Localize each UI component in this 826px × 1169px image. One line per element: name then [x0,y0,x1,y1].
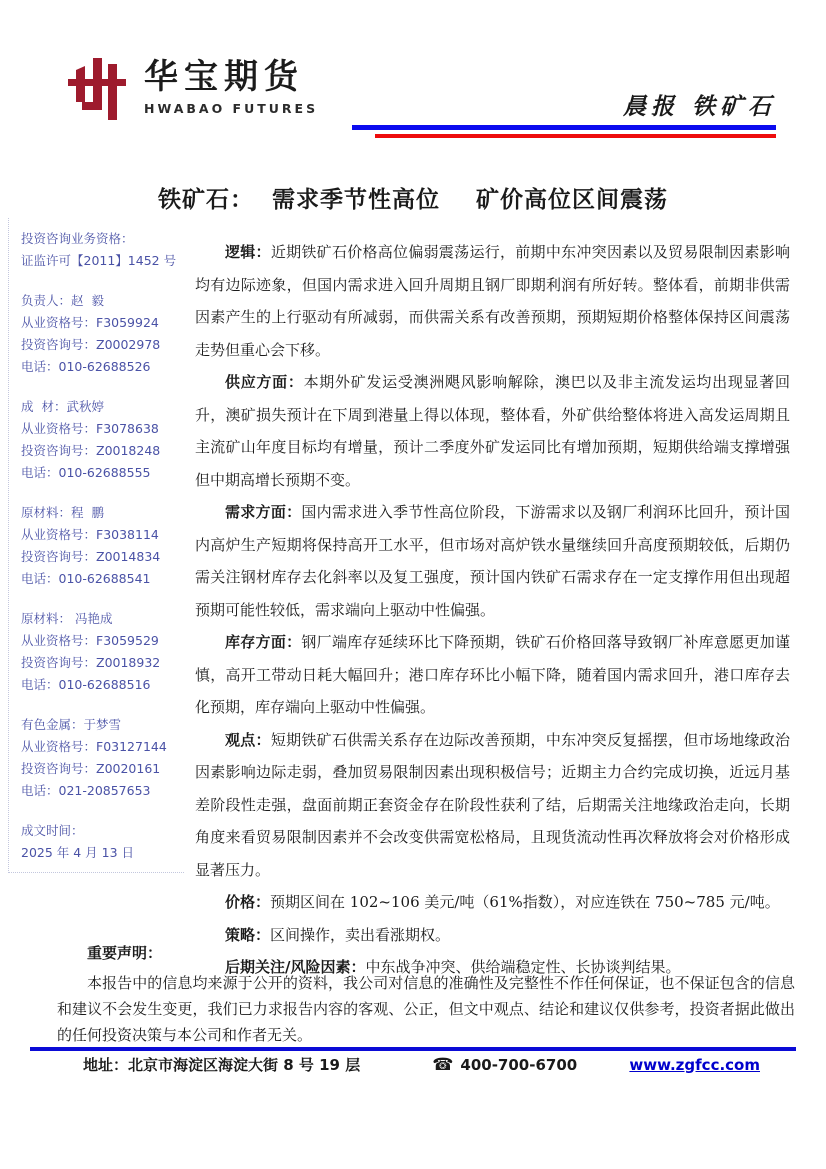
analyst-practice-no: 从业资格号：F3078638 [21,421,159,436]
analyst-name: 原材料： 冯艳成 [21,611,113,626]
qualification-block [21,228,184,272]
analyst-block [21,396,184,484]
disclaimer-text: 本报告中的信息均来源于公开的资料，我公司对信息的准确性及完整性不作任何保证，也不保证包含的信息和建议不会发生变更，我们已力求报告内容的客观、公正，但文中观点、结论和建议仅供参考，投资者据此做出的任何投资决策与本公司和作者无关。 [57,974,795,1044]
analyst-phone: 电话：010-62688541 [21,571,151,586]
paragraph-supply [195,366,790,496]
analyst-name: 负责人：赵 毅 [21,293,104,308]
footer-phone [432,1055,577,1075]
logo-text-cn: 华宝期货 [144,57,304,97]
qualification-label: 投资咨询业务资格： [21,231,134,246]
disclaimer-section [57,940,795,1048]
analyst-name: 有色金属：于梦雪 [21,717,122,732]
analyst-phone: 电话：010-62688516 [21,677,151,692]
header-rule-red [375,134,776,138]
paragraph-inventory [195,626,790,724]
analyst-block [21,502,184,590]
hwabao-logo-icon [68,58,126,120]
paragraph-label: 逻辑： [225,243,271,261]
company-logo [68,58,318,120]
phone-icon: ☎ [432,1054,454,1075]
analyst-phone: 电话：010-62688526 [21,359,151,374]
paragraph-label: 库存方面： [225,633,302,651]
paragraph-label: 策略： [225,925,271,944]
paragraph-demand [195,496,790,626]
paragraph-label: 后期关注/风险因素： [225,958,366,976]
report-body [195,218,790,984]
analyst-advisory-no: 投资咨询号：Z0018932 [21,655,161,670]
header-rule-blue [352,125,776,130]
analyst-advisory-no: 投资咨询号：Z0014834 [21,549,161,564]
report-type-heading: 晨报 铁矿石 [622,93,776,120]
analyst-phone: 电话：021-20857653 [21,783,151,798]
report-title: 铁矿石： 需求季节性高位 矿价高位区间震荡 [157,186,669,214]
paragraph-text: 中东战争冲突、供给端稳定性、长协谈判结果。 [365,958,681,976]
report-date-value: 2025 年 4 月 13 日 [21,845,135,860]
footer-website-link[interactable]: www.zgfcc.com [629,1055,760,1074]
paragraph-text: 短期铁矿石供需关系存在边际改善预期，中东冲突反复摇摆，但市场地缘政治因素影响边际走弱，叠加贸易限制因素出现积极信号；近期主力合约完成切换，近远月基差阶段性走强，盘面前期正套资金存在阶段性获利了结，后期需关注地缘政治走向，长期角度来看贸易限制因素并不会改变供需宽松格局，且现货流动性再次释放将会对价格形成显著压力。 [195,730,790,879]
analyst-practice-no: 从业资格号：F03127144 [21,739,167,754]
report-date-label: 成文时间： [21,823,84,838]
analyst-block [21,714,184,802]
paragraph-viewpoint [195,724,790,887]
logo-text-en: HWABAO FUTURES [144,101,319,116]
analyst-practice-no: 从业资格号：F3038114 [21,527,159,542]
analyst-block [21,290,184,378]
paragraph-label: 观点： [225,730,271,749]
content-area [8,218,794,984]
paragraph-text: 预期区间在 102~106 美元/吨（61%指数），对应连铁在 750~785 元/吨。 [270,893,780,911]
footer-rule [30,1047,796,1051]
analyst-name: 成 材：武秋婷 [21,399,104,414]
analyst-practice-no: 从业资格号：F3059529 [21,633,159,648]
analyst-practice-no: 从业资格号：F3059924 [21,315,159,330]
paragraph-label: 价格： [225,893,271,911]
analyst-phone: 电话：010-62688555 [21,465,151,480]
analyst-sidebar [8,218,184,873]
qualification-number: 证监许可【2011】1452 号 [21,253,177,268]
footer [30,1054,796,1075]
paragraph-label: 需求方面： [225,503,302,521]
disclaimer-heading: 重要声明： [87,944,163,962]
analyst-advisory-no: 投资咨询号：Z0020161 [21,761,161,776]
paragraph-price [195,886,790,919]
paragraph-label: 供应方面： [225,373,304,391]
paragraph-text: 近期铁矿石价格高位偏弱震荡运行，前期中东冲突因素以及贸易限制因素影响均有边际迹象，但国内需求进入回升周期且钢厂即期利润有所好转。整体看，前期非供需因素产生的上行驱动有所减弱，而供需关系有改善预期，预期短期价格整体保持区间震荡走势但重心会下移。 [195,243,790,359]
paragraph-text: 本期外矿发运受澳洲飓风影响解除，澳巴以及非主流发运均出现显著回升，澳矿损失预计在下周到港量上得以体现，整体看，外矿供给整体将进入高发运周期且主流矿山年度目标均有增量，预计二季度外矿发运同比有增加预期，短期供给端支撑增强但中期高增长预期不变。 [195,373,790,489]
analyst-name: 原材料：程 鹏 [21,505,104,520]
paragraph-text: 国内需求进入季节性高位阶段，下游需求以及钢厂利润环比回升，预计国内高炉生产短期将保持高开工水平，但市场对高炉铁水量继续回升高度预期较低，后期仍需关注钢材库存去化斜率以及复工强度，预计国内铁矿石需求存在一定支撑作用但出现超预期可能性较低，需求端向上驱动中性偏强。 [195,503,790,619]
paragraph-logic [195,236,790,366]
analyst-advisory-no: 投资咨询号：Z0018248 [21,443,161,458]
analyst-advisory-no: 投资咨询号：Z0002978 [21,337,161,352]
paragraph-text: 钢厂端库存延续环比下降预期，铁矿石价格回落导致钢厂补库意愿更加谨慎，高开工带动日耗大幅回升；港口库存环比小幅下降，随着国内需求回升，港口库存去化预期，库存端向上驱动中性偏强。 [195,633,790,716]
footer-address: 地址：北京市海淀区海淀大街 8 号 19 层 [83,1056,361,1074]
analyst-block [21,608,184,696]
footer-phone-number: 400-700-6700 [460,1055,578,1074]
report-date-block [21,820,184,864]
paragraph-text: 区间操作，卖出看涨期权。 [270,925,451,944]
